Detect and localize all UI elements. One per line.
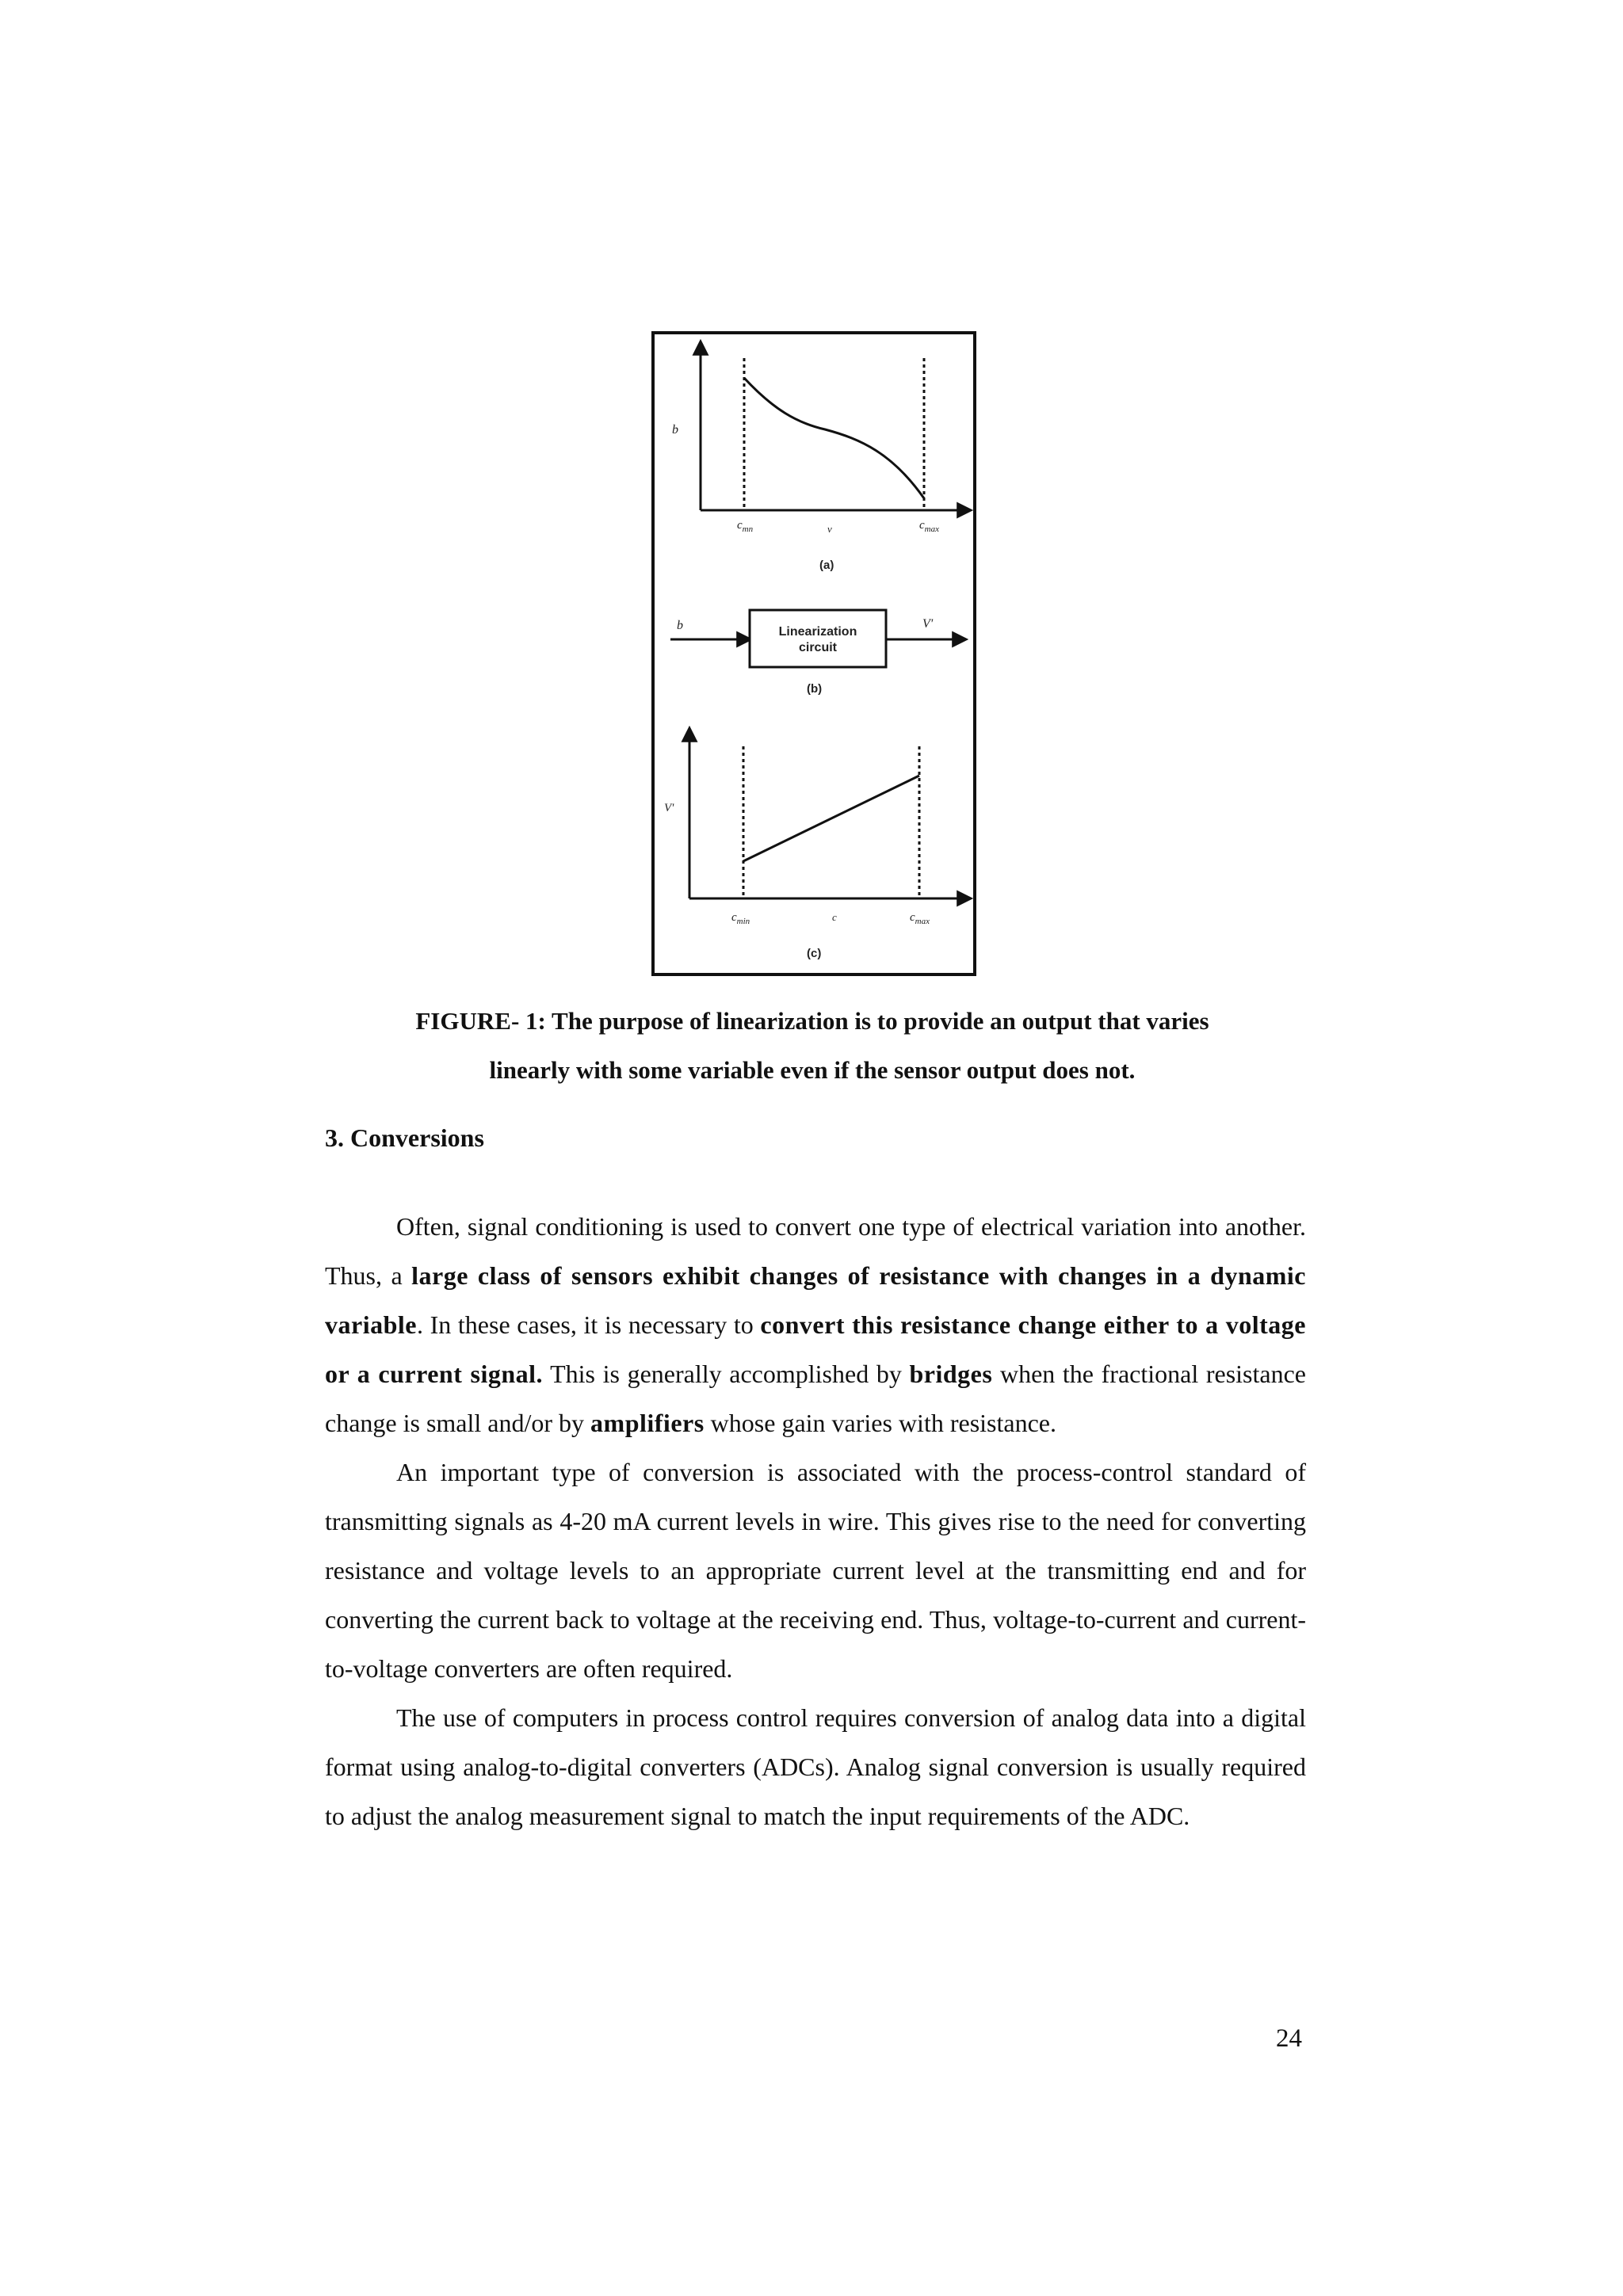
paragraph-1 — [325, 1202, 1306, 1447]
panel-b-block-diagram — [670, 610, 965, 696]
p1-text-5: whose gain varies with resistance. — [704, 1409, 1056, 1437]
paragraph-3: The use of computers in process control requires conversion of analog data into a digital format using analog-to-digital converters (ADCs). Analog signal conversion is usually required to adjust the analog measurement signal to match the input requirements of the ADC. — [325, 1703, 1306, 1830]
figure-1 — [651, 331, 976, 976]
panel-c-x-label: c — [832, 911, 837, 923]
panel-b-caption: (b) — [807, 682, 823, 696]
figure-1-diagram — [655, 334, 973, 973]
p1-bold-3: bridges — [909, 1360, 993, 1388]
page-number: 24 — [1276, 2024, 1302, 2053]
panel-c-xmax-label: $c_{max}$ — [910, 911, 930, 926]
panel-a-xmin-label: $c_{mn}$ — [737, 519, 754, 534]
panel-a-nonlinear-curve — [744, 378, 924, 498]
panel-a-caption: (a) — [819, 559, 834, 572]
block-label-line2: circuit — [798, 641, 838, 654]
section-heading: 3. Conversions — [325, 1123, 484, 1152]
panel-b-input-label: b — [677, 619, 683, 632]
block-label-line1: Linearization — [778, 625, 857, 639]
figure-caption-line1: FIGURE- 1: The purpose of linearization is to provide an output that varies — [415, 1007, 1209, 1035]
p1-bold-1: large class of sensors exhibit changes of resistance with changes in a dynamic variable — [325, 1261, 1307, 1339]
panel-c-caption: (c) — [807, 947, 822, 960]
p1-text-1: Often, signal conditioning is used to convert one type of electrical variation into another. Thus, a — [325, 1212, 1306, 1290]
figure-caption — [317, 997, 1308, 1095]
p1-text-2: . In these cases, it is necessary to — [416, 1310, 761, 1339]
panel-a-x-label: v — [827, 523, 832, 535]
panel-c-xmin-label: $c_{min}$ — [731, 911, 750, 926]
panel-c-linear-line — [743, 776, 919, 861]
paragraph-2: An important type of conversion is associated with the process-control standard of transmitting signals as 4-20 mA current levels in wire. This gives rise to the need for converting resistance and voltage levels to an appropriate current level at the transmitting end and for converting the current back to voltage at the receiving end. Thus, voltage-to-current and current-to-voltage converters are often required. — [325, 1458, 1306, 1683]
p1-text-3: This is generally accomplished by — [543, 1360, 910, 1388]
figure-caption-line2: linearly with some variable even if the sensor output does not. — [489, 1056, 1136, 1084]
p1-bold-4: amplifiers — [590, 1409, 705, 1437]
panel-c-y-label: V' — [664, 802, 674, 814]
linearization-circuit-block — [750, 610, 886, 667]
p1-text-4: when the fractional resistance change is small and/or by — [325, 1360, 1307, 1437]
panel-a-y-label: b — [672, 423, 678, 437]
body-text — [325, 1202, 1306, 1840]
panel-c-graph — [664, 729, 970, 960]
p1-bold-2: convert this resistance change either to a voltage or a current signal. — [325, 1310, 1307, 1388]
panel-b-output-label: V' — [922, 617, 934, 631]
panel-a-xmax-label: $c_{max}$ — [919, 519, 939, 534]
panel-a-graph — [672, 342, 970, 572]
